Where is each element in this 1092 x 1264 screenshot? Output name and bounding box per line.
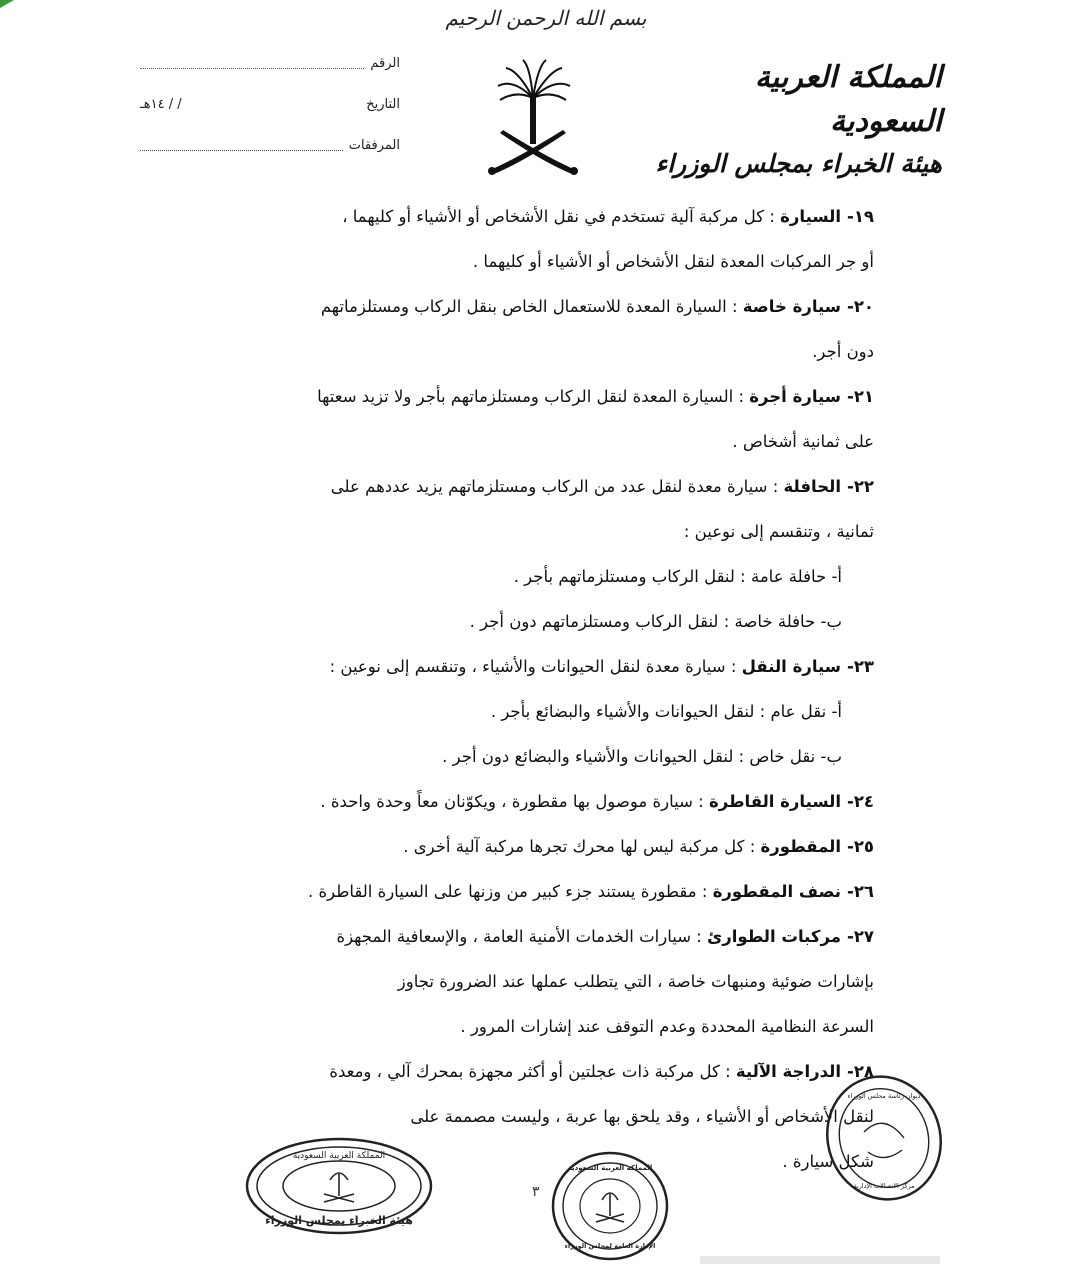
item-27-continued-2: السرعة النظامية المحددة وعدم التوقف عند إشارات المرور . <box>460 1017 874 1036</box>
diwan-stamp-icon <box>824 1072 944 1204</box>
date-label: التاريخ <box>366 97 400 112</box>
term: مركبات الطوارئ <box>707 927 841 946</box>
reference-fields <box>140 56 400 179</box>
org-line-1: المملكة العربية السعودية <box>754 60 942 139</box>
date-value: / / ١٤هـ <box>140 97 182 112</box>
item-21: ٢١-سيارة أجرة : السيارة المعدة لنقل الركاب ومستلزماتهم بأجر ولا تزيد سعتها <box>317 387 874 406</box>
term: السيارة <box>780 207 841 226</box>
attachments-label: المرفقات <box>348 138 400 153</box>
item-25: ٢٥-المقطورة : كل مركبة ليس لها محرك تجرها مركبة آلية أخرى . <box>403 837 874 856</box>
item-21-continued: على ثمانية أشخاص . <box>732 432 874 451</box>
scan-edge-mark-icon <box>700 1252 940 1264</box>
organization-header <box>642 56 942 184</box>
term: الدراجة الآلية <box>735 1062 841 1081</box>
stamp-right-top-text: ديوان رئاسة مجلس الوزراء <box>847 1092 921 1100</box>
experts-commission-stamp-icon <box>244 1136 434 1236</box>
item-22-continued: ثمانية ، وتنقسم إلى نوعين : <box>683 522 874 541</box>
stamp-left-top-text: المملكة العربية السعودية <box>292 1151 386 1161</box>
definitions-body <box>234 194 874 1184</box>
item-20-continued: دون أجر. <box>812 342 874 361</box>
item-22-sub-b: ب- حافلة خاصة : لنقل الركاب ومستلزماتهم دون أجر . <box>469 612 842 631</box>
stamp-left-bottom-text: هيئة الخبراء بمجلس الوزراء <box>265 1214 413 1227</box>
ref-number-row <box>140 56 400 97</box>
item-24: ٢٤-السيارة القاطرة : سيارة موصول بها مقطورة ، ويكوّنان معاً وحدة واحدة . <box>320 792 874 811</box>
item-23: ٢٣-سيارة النقل : سيارة معدة لنقل الحيوانات والأشياء ، وتنقسم إلى نوعين : <box>329 657 874 676</box>
term: السيارة القاطرة <box>708 792 841 811</box>
item-22-sub-a: أ- حافلة عامة : لنقل الركاب ومستلزماتهم بأجر . <box>513 567 842 586</box>
attachments-line <box>140 138 343 151</box>
item-27-continued: بإشارات ضوئية ومنبهات خاصة ، التي يتطلب عملها عند الضرورة تجاوز <box>397 972 874 991</box>
term: الحافلة <box>783 477 841 496</box>
item-23-sub-a: أ- نقل عام : لنقل الحيوانات والأشياء والبضائع بأجر . <box>490 702 842 721</box>
item-26: ٢٦-نصف المقطورة : مقطورة يستند جزء كبير من وزنها على السيارة القاطرة . <box>307 882 874 901</box>
date-row <box>140 97 400 138</box>
ref-line <box>140 56 364 69</box>
stamp-right-bottom-text: مركز الاتصالات الإدارية <box>853 1182 915 1190</box>
ref-label: الرقم <box>370 56 400 71</box>
item-28-continued: لنقل الأشخاص أو الأشياء ، وقد يلحق بها عربة ، وليست مصممة على <box>410 1107 874 1126</box>
term: نصف المقطورة <box>712 882 841 901</box>
item-28: ٢٨-الدراجة الآلية : كل مركبة ذات عجلتين أو أكثر مجهزة بمحرك آلي ، ومعدة <box>329 1062 874 1081</box>
item-22: ٢٢-الحافلة : سيارة معدة لنقل عدد من الركاب ومستلزماتهم يزيد عددهم على <box>330 477 874 496</box>
saudi-emblem-icon <box>478 58 588 178</box>
term: سيارة أجرة <box>749 387 841 406</box>
item-19: ١٩-السيارة : كل مركبة آلية تستخدم في نقل الأشخاص أو الأشياء أو كليهما ، <box>342 207 874 226</box>
item-23-sub-b: ب- نقل خاص : لنقل الحيوانات والأشياء والبضائع دون أجر . <box>442 747 842 766</box>
org-line-2: هيئة الخبراء بمجلس الوزراء <box>655 149 942 178</box>
stamp-mid-top-text: المملكة العربية السعودية <box>567 1164 653 1172</box>
council-admin-stamp-icon <box>550 1150 670 1262</box>
stamp-mid-bottom-text: الإدارة العامة لمجلس الوزراء <box>564 1242 656 1250</box>
term: سيارة خاصة <box>742 297 841 316</box>
item-27: ٢٧-مركبات الطوارئ : سيارات الخدمات الأمنية العامة ، والإسعافية المجهزة <box>336 927 874 946</box>
term: سيارة النقل <box>741 657 841 676</box>
item-19-continued: أو جر المركبات المعدة لنقل الأشخاص أو الأشياء أو كليهما . <box>472 252 874 271</box>
item-28-continued-2: شكل سيارة . <box>782 1152 874 1171</box>
page-number: ٣ <box>532 1184 540 1200</box>
term: المقطورة <box>760 837 841 856</box>
item-20: ٢٠-سيارة خاصة : السيارة المعدة للاستعمال الخاص بنقل الركاب ومستلزماتهم <box>320 297 874 316</box>
attachments-row <box>140 138 400 179</box>
basmala: بسم الله الرحمن الرحيم <box>445 6 647 30</box>
